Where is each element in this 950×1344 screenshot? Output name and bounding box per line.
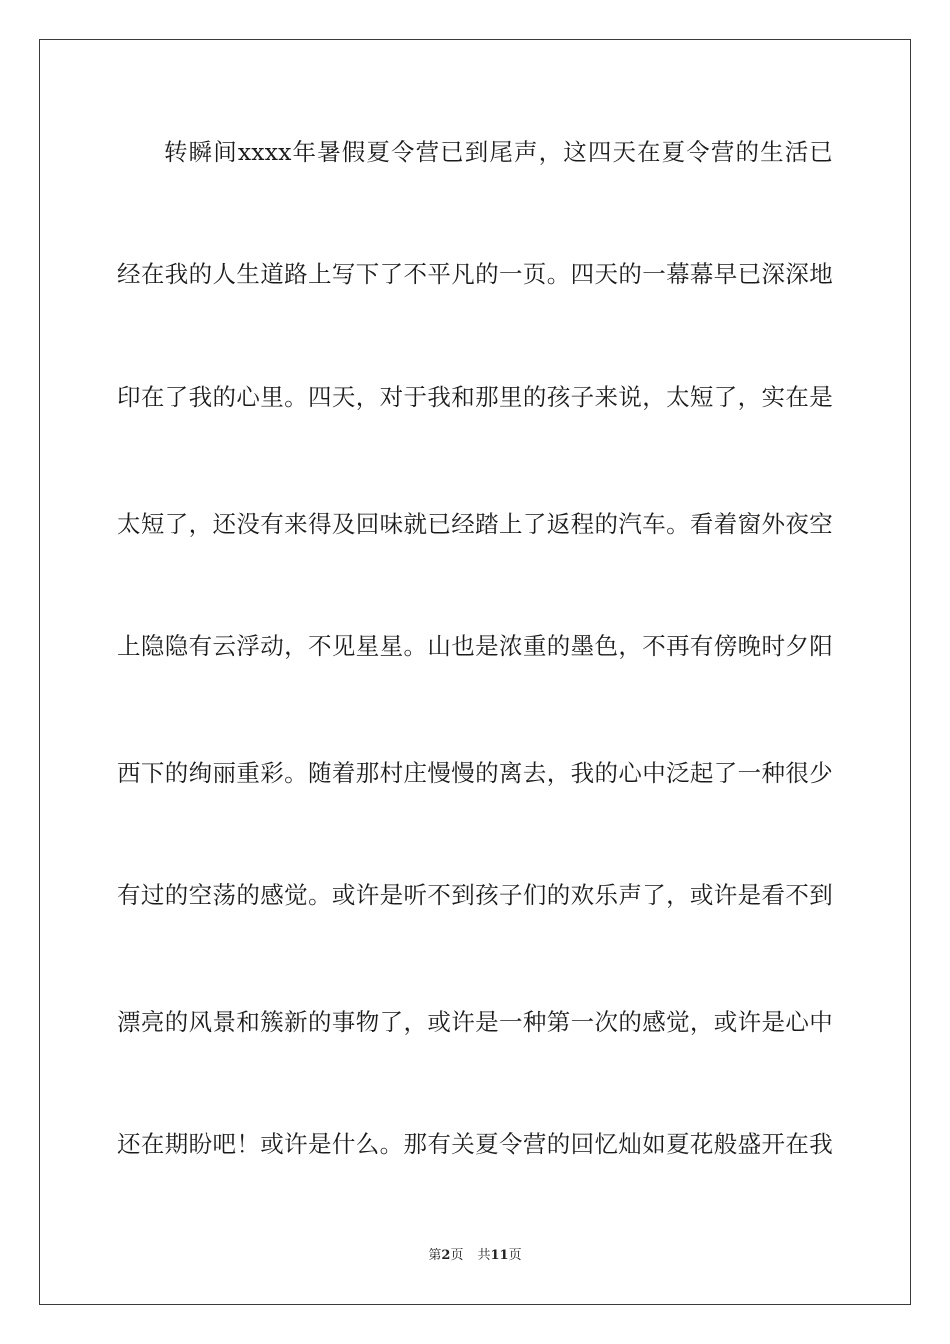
paragraph-line: 经在我的人生道路上写下了不平凡的一页。四天的一幕幕早已深深地 (117, 260, 833, 288)
paragraph-line: 印在了我的心里。四天，对于我和那里的孩子来说，太短了，实在是 (117, 383, 833, 411)
paragraph-line: 西下的绚丽重彩。随着那村庄慢慢的离去，我的心中泛起了一种很少 (117, 759, 833, 787)
total-pages-number: 11 (490, 1248, 509, 1263)
total-pages-suffix: 页 (508, 1248, 522, 1263)
paragraph-line: 太短了，还没有来得及回味就已经踏上了返程的汽车。看着窗外夜空 (117, 510, 833, 538)
page-number-suffix: 页 (450, 1248, 464, 1263)
page-number-prefix: 第 (428, 1248, 442, 1263)
paragraph-line: 漂亮的风景和簇新的事物了，或许是一种第一次的感觉，或许是心中 (117, 1008, 833, 1036)
paragraph-line: 还在期盼吧！或许是什么。那有关夏令营的回忆灿如夏花般盛开在我 (117, 1130, 833, 1158)
paragraph-line: 有过的空荡的感觉。或许是听不到孩子们的欢乐声了，或许是看不到 (117, 881, 833, 909)
page-footer (0, 1247, 950, 1265)
paragraph-line: 转瞬间xxxx年暑假夏令营已到尾声，这四天在夏令营的生活已 (164, 138, 833, 166)
total-pages-prefix: 共 (477, 1248, 491, 1263)
current-page-number: 2 (441, 1248, 451, 1263)
paragraph-line: 上隐隐有云浮动，不见星星。山也是浓重的墨色，不再有傍晚时夕阳 (117, 632, 833, 660)
page-border (39, 39, 911, 1305)
